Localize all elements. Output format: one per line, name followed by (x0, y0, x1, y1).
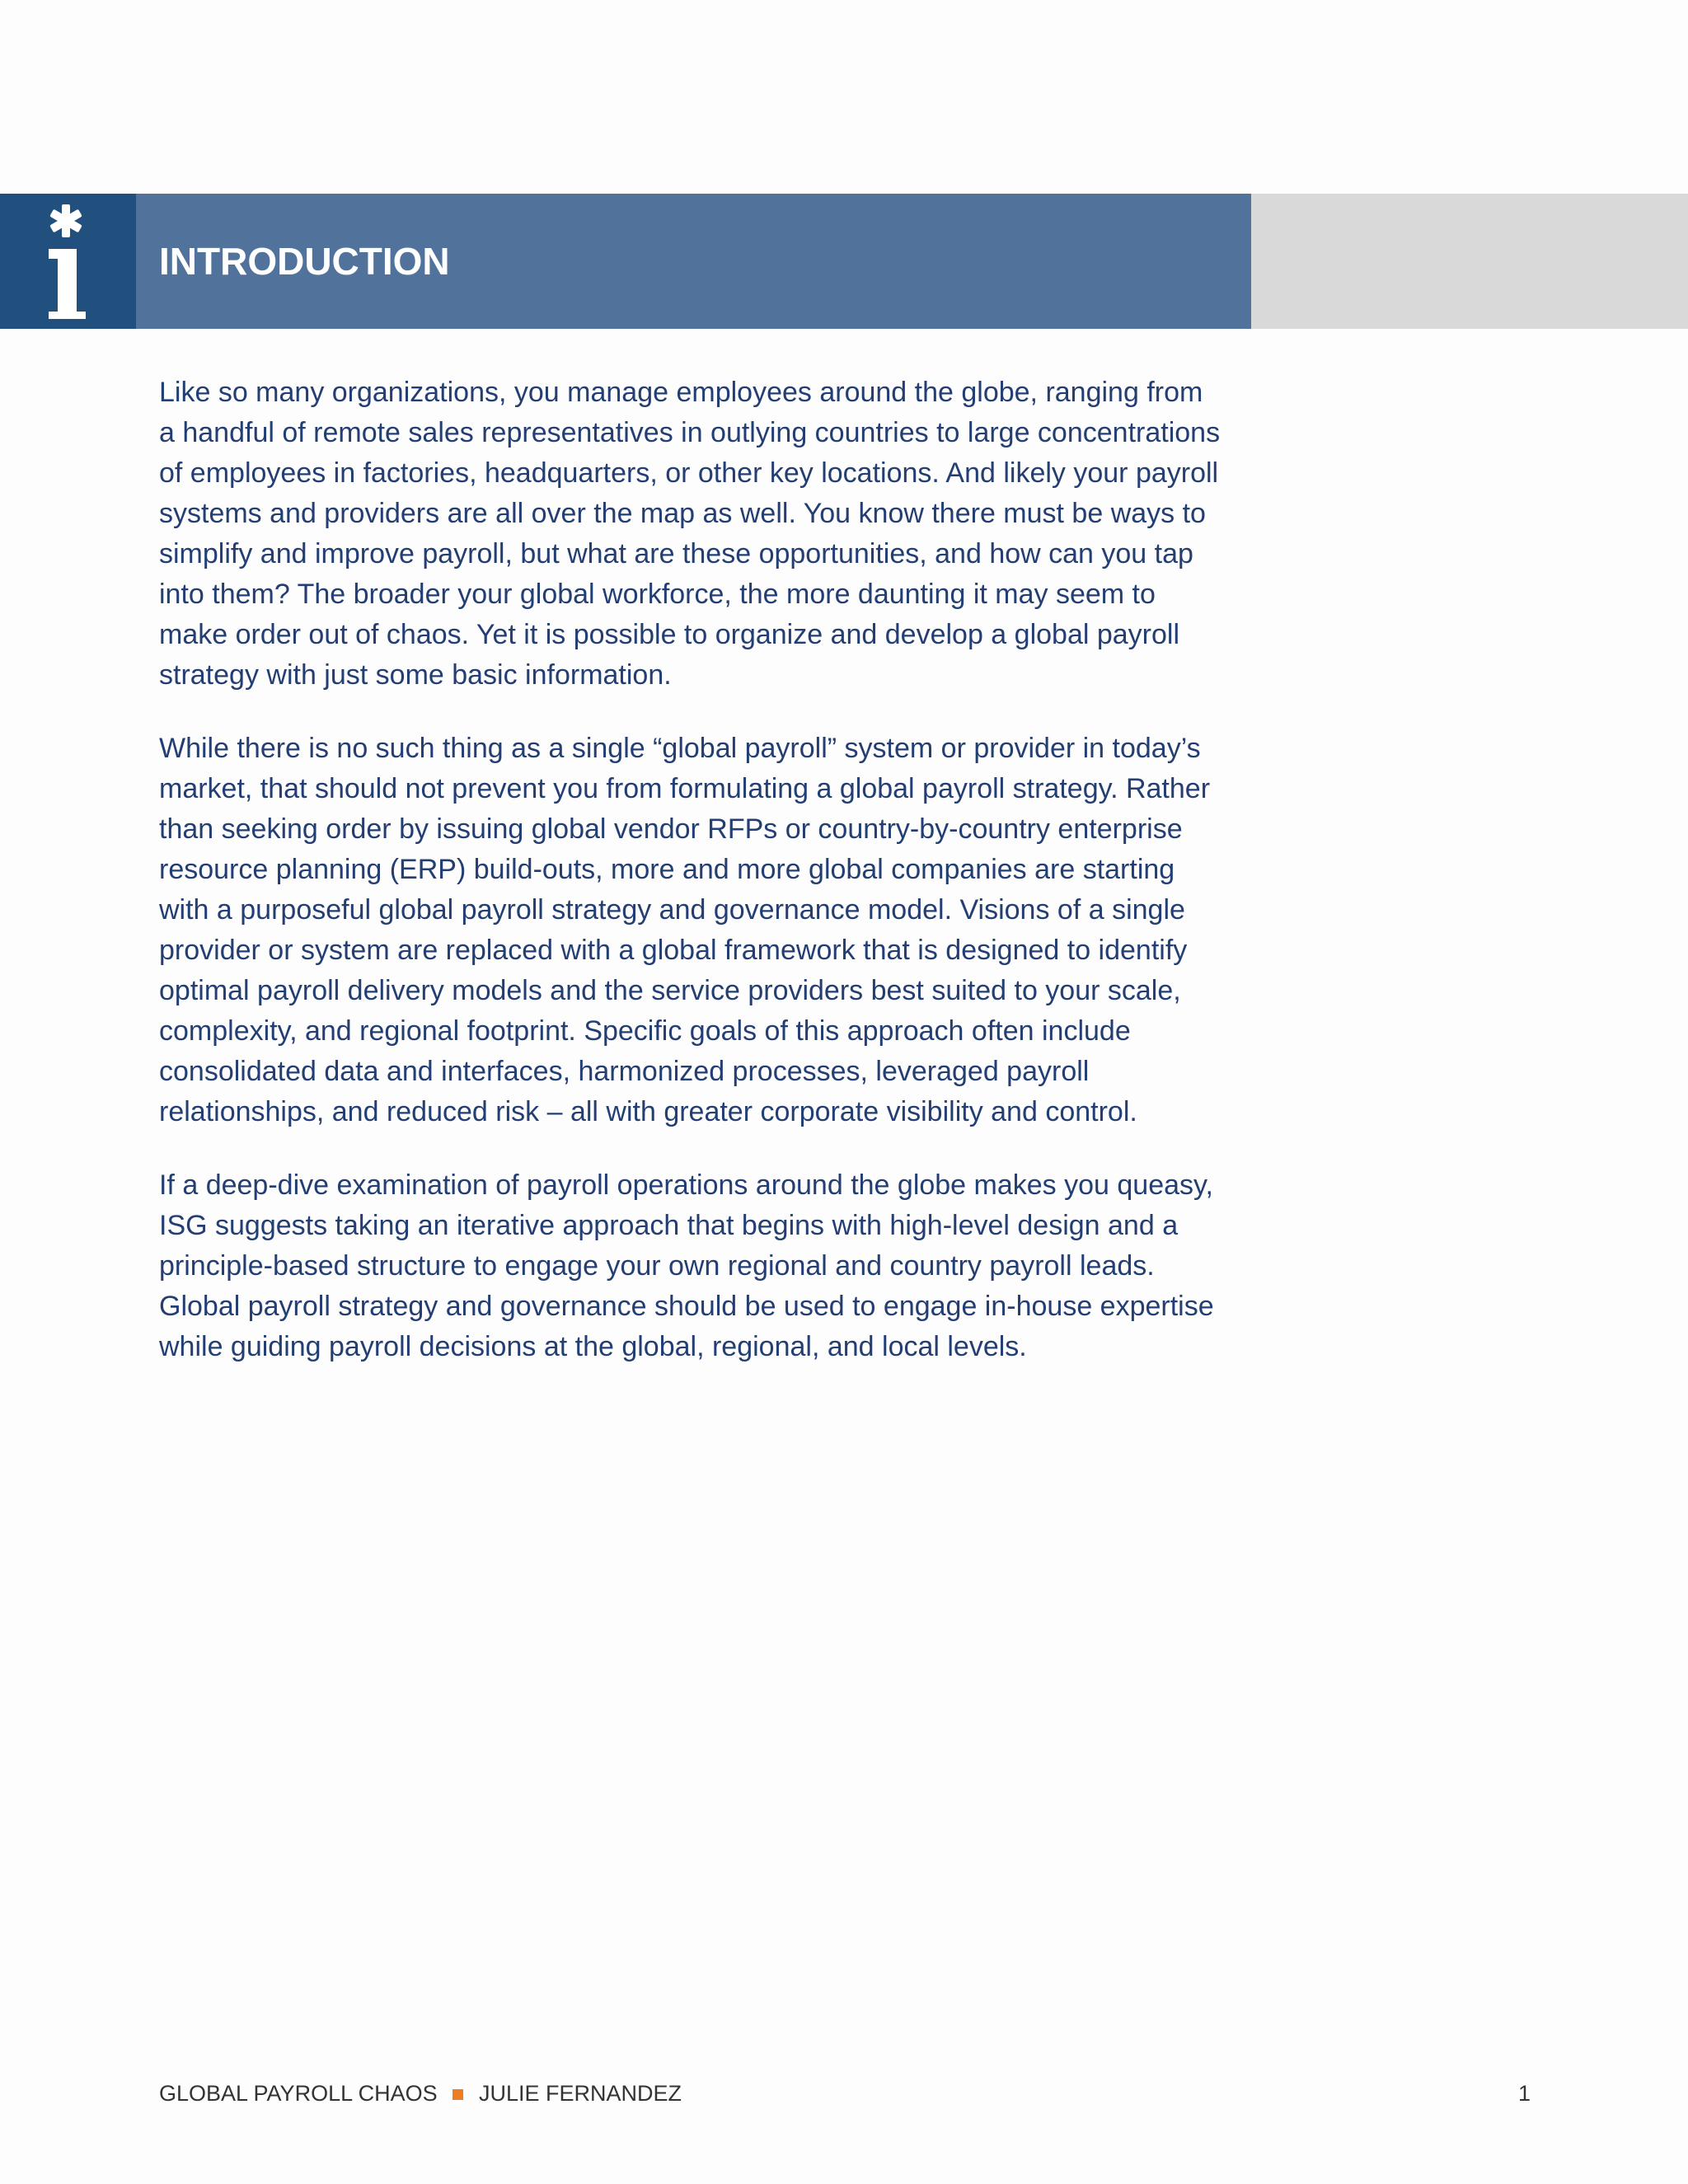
info-icon (0, 194, 136, 329)
footer-separator-square (452, 2089, 463, 2100)
banner-icon-block (0, 194, 136, 329)
page-number: 1 (1517, 2081, 1531, 2106)
paragraph: If a deep-dive examination of payroll operations around the globe makes you queasy, ISG suggests taking an iterative approach that begins with high-level design and a principle-based structure to engage your own regional and country payroll leads. Global payroll strategy and governance should be used to engage in-house expertise while guiding payroll decisions at the global, regional, and local levels. (159, 1169, 1214, 1362)
section-title: INTRODUCTION (159, 240, 450, 283)
page-footer (159, 2077, 1531, 2110)
paragraph: Like so many organizations, you manage employees around the globe, ranging from a handful of remote sales representatives in outlying countries to large concentrations of employees in factories, headquarters, or other key locations. And likely your payroll systems and providers are all over the map as well. You know there must be ways to simplify and improve payroll, but what are these opportunities, and how can you tap into them? The broader your global workforce, the more daunting it may seem to make order out of chaos. Yet it is possible to organize and develop a global payroll strategy with just some basic information. (159, 377, 1221, 691)
footer-document-title: GLOBAL PAYROLL CHAOS (159, 2081, 438, 2106)
banner-title-block (136, 194, 1251, 329)
paragraph: While there is no such thing as a single “global payroll” system or provider in today’s market, that should not prevent you from formulating a global payroll strategy. Rather than seeking order by issuing global vendor RFPs or country-by-country enterprise resource planning (ERP) build-outs, more and more global companies are starting with a purposeful global payroll strategy and governance model. Visions of a single provider or system are replaced with a global framework that is designed to identify optimal payroll delivery models and the service providers best suited to your scale, complexity, and regional footprint. Specific goals of this approach often include consolidated data and interfaces, harmonized processes, leveraged payroll relationships, and reduced risk – all with greater corporate visibility and control. (159, 733, 1211, 1127)
footer-author: JULIE FERNANDEZ (479, 2081, 682, 2106)
body-text (159, 373, 1222, 1400)
section-banner (0, 194, 1688, 329)
